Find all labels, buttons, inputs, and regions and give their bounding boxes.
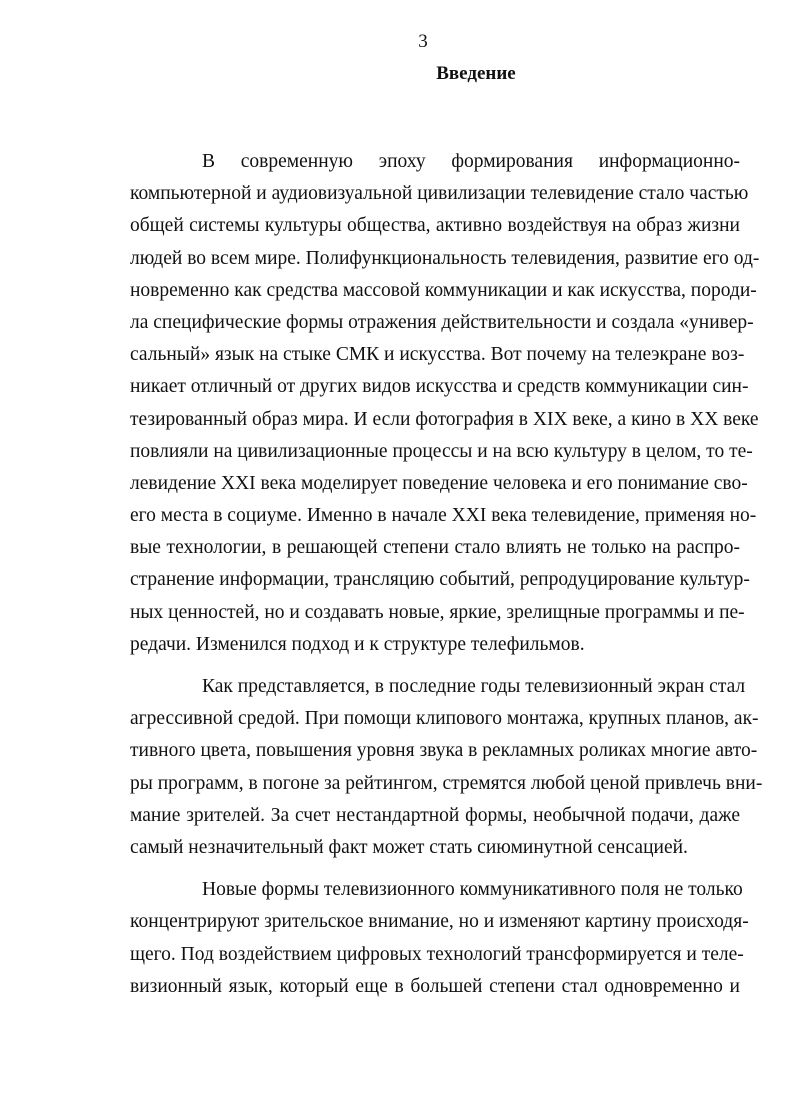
paragraph-gap <box>130 661 740 671</box>
text-line: тивного цвета, повышения уровня звука в рекламных роликах многие авто- <box>130 740 758 762</box>
text-line: общей системы культуры общества, активно воздействуя на образ жизни <box>130 215 740 237</box>
text-line: редачи. Изменился подход и к структуре телефильмов. <box>130 633 585 655</box>
text-line: компьютерной и аудиовизуальной цивилизации телевидение стало частью <box>130 183 749 205</box>
text-line: тезированный образ мира. И если фотография в XIX веке, а кино в XX веке <box>130 408 759 430</box>
text-line: ных ценностей, но и создавать новые, яркие, зрелищные программы и пе- <box>130 601 745 623</box>
text-line: никает отличный от других видов искусства и средств коммуникации син- <box>130 376 749 398</box>
section-heading: Введение <box>436 63 516 84</box>
text-line: концентрируют зрительское внимание, но и изменяют картину происходя- <box>130 911 749 933</box>
paragraph <box>130 874 749 1003</box>
text-line: странение информации, трансляцию событий, репродуцирование культур- <box>130 569 750 591</box>
text-line: ры программ, в погоне за рейтингом, стремятся любой ценой привлечь вни- <box>130 772 763 794</box>
paragraph <box>130 671 763 864</box>
body-text <box>130 146 763 1003</box>
text-line: новременно как средства массовой коммуникации и как искусства, породи- <box>130 279 757 301</box>
paragraph-gap <box>130 864 740 874</box>
text-line: самый незначительный факт может стать сиюминутной сенсацией. <box>130 836 688 858</box>
text-line: визионный язык, который еще в большей степени стал одновременно и <box>130 975 740 997</box>
text-line: людей во всем мире. Полифункциональность телевидения, развитие его од- <box>130 247 760 269</box>
text-line: левидение XXI века моделирует поведение человека и его понимание сво- <box>130 472 748 494</box>
paragraph <box>130 146 760 661</box>
text-line: В современную эпоху формирования информационно- <box>202 151 740 172</box>
text-line: ла специфические формы отражения действительности и создала «универ- <box>130 311 754 333</box>
text-line: сальный» язык на стыке СМК и искусства. Вот почему на телеэкране воз- <box>130 344 745 366</box>
text-line: мание зрителей. За счет нестандартной формы, необычной подачи, даже <box>130 804 740 826</box>
text-line: Как представляется, в последние годы телевизионный экран стал <box>202 676 746 697</box>
text-line: повлияли на цивилизационные процессы и на всю культуру в целом, то те- <box>130 440 753 462</box>
text-line: щего. Под воздействием цифровых технологий трансформируется и теле- <box>130 943 744 965</box>
text-line: вые технологии, в решающей степени стало влиять не только на распро- <box>130 537 740 559</box>
text-line: агрессивной средой. При помощи клипового монтажа, крупных планов, ак- <box>130 708 759 730</box>
text-line: Новые формы телевизионного коммуникативного поля не только <box>202 879 743 901</box>
text-line: его места в социуме. Именно в начале XXI века телевидение, применяя но- <box>130 505 757 527</box>
page-number: 3 <box>418 31 428 52</box>
